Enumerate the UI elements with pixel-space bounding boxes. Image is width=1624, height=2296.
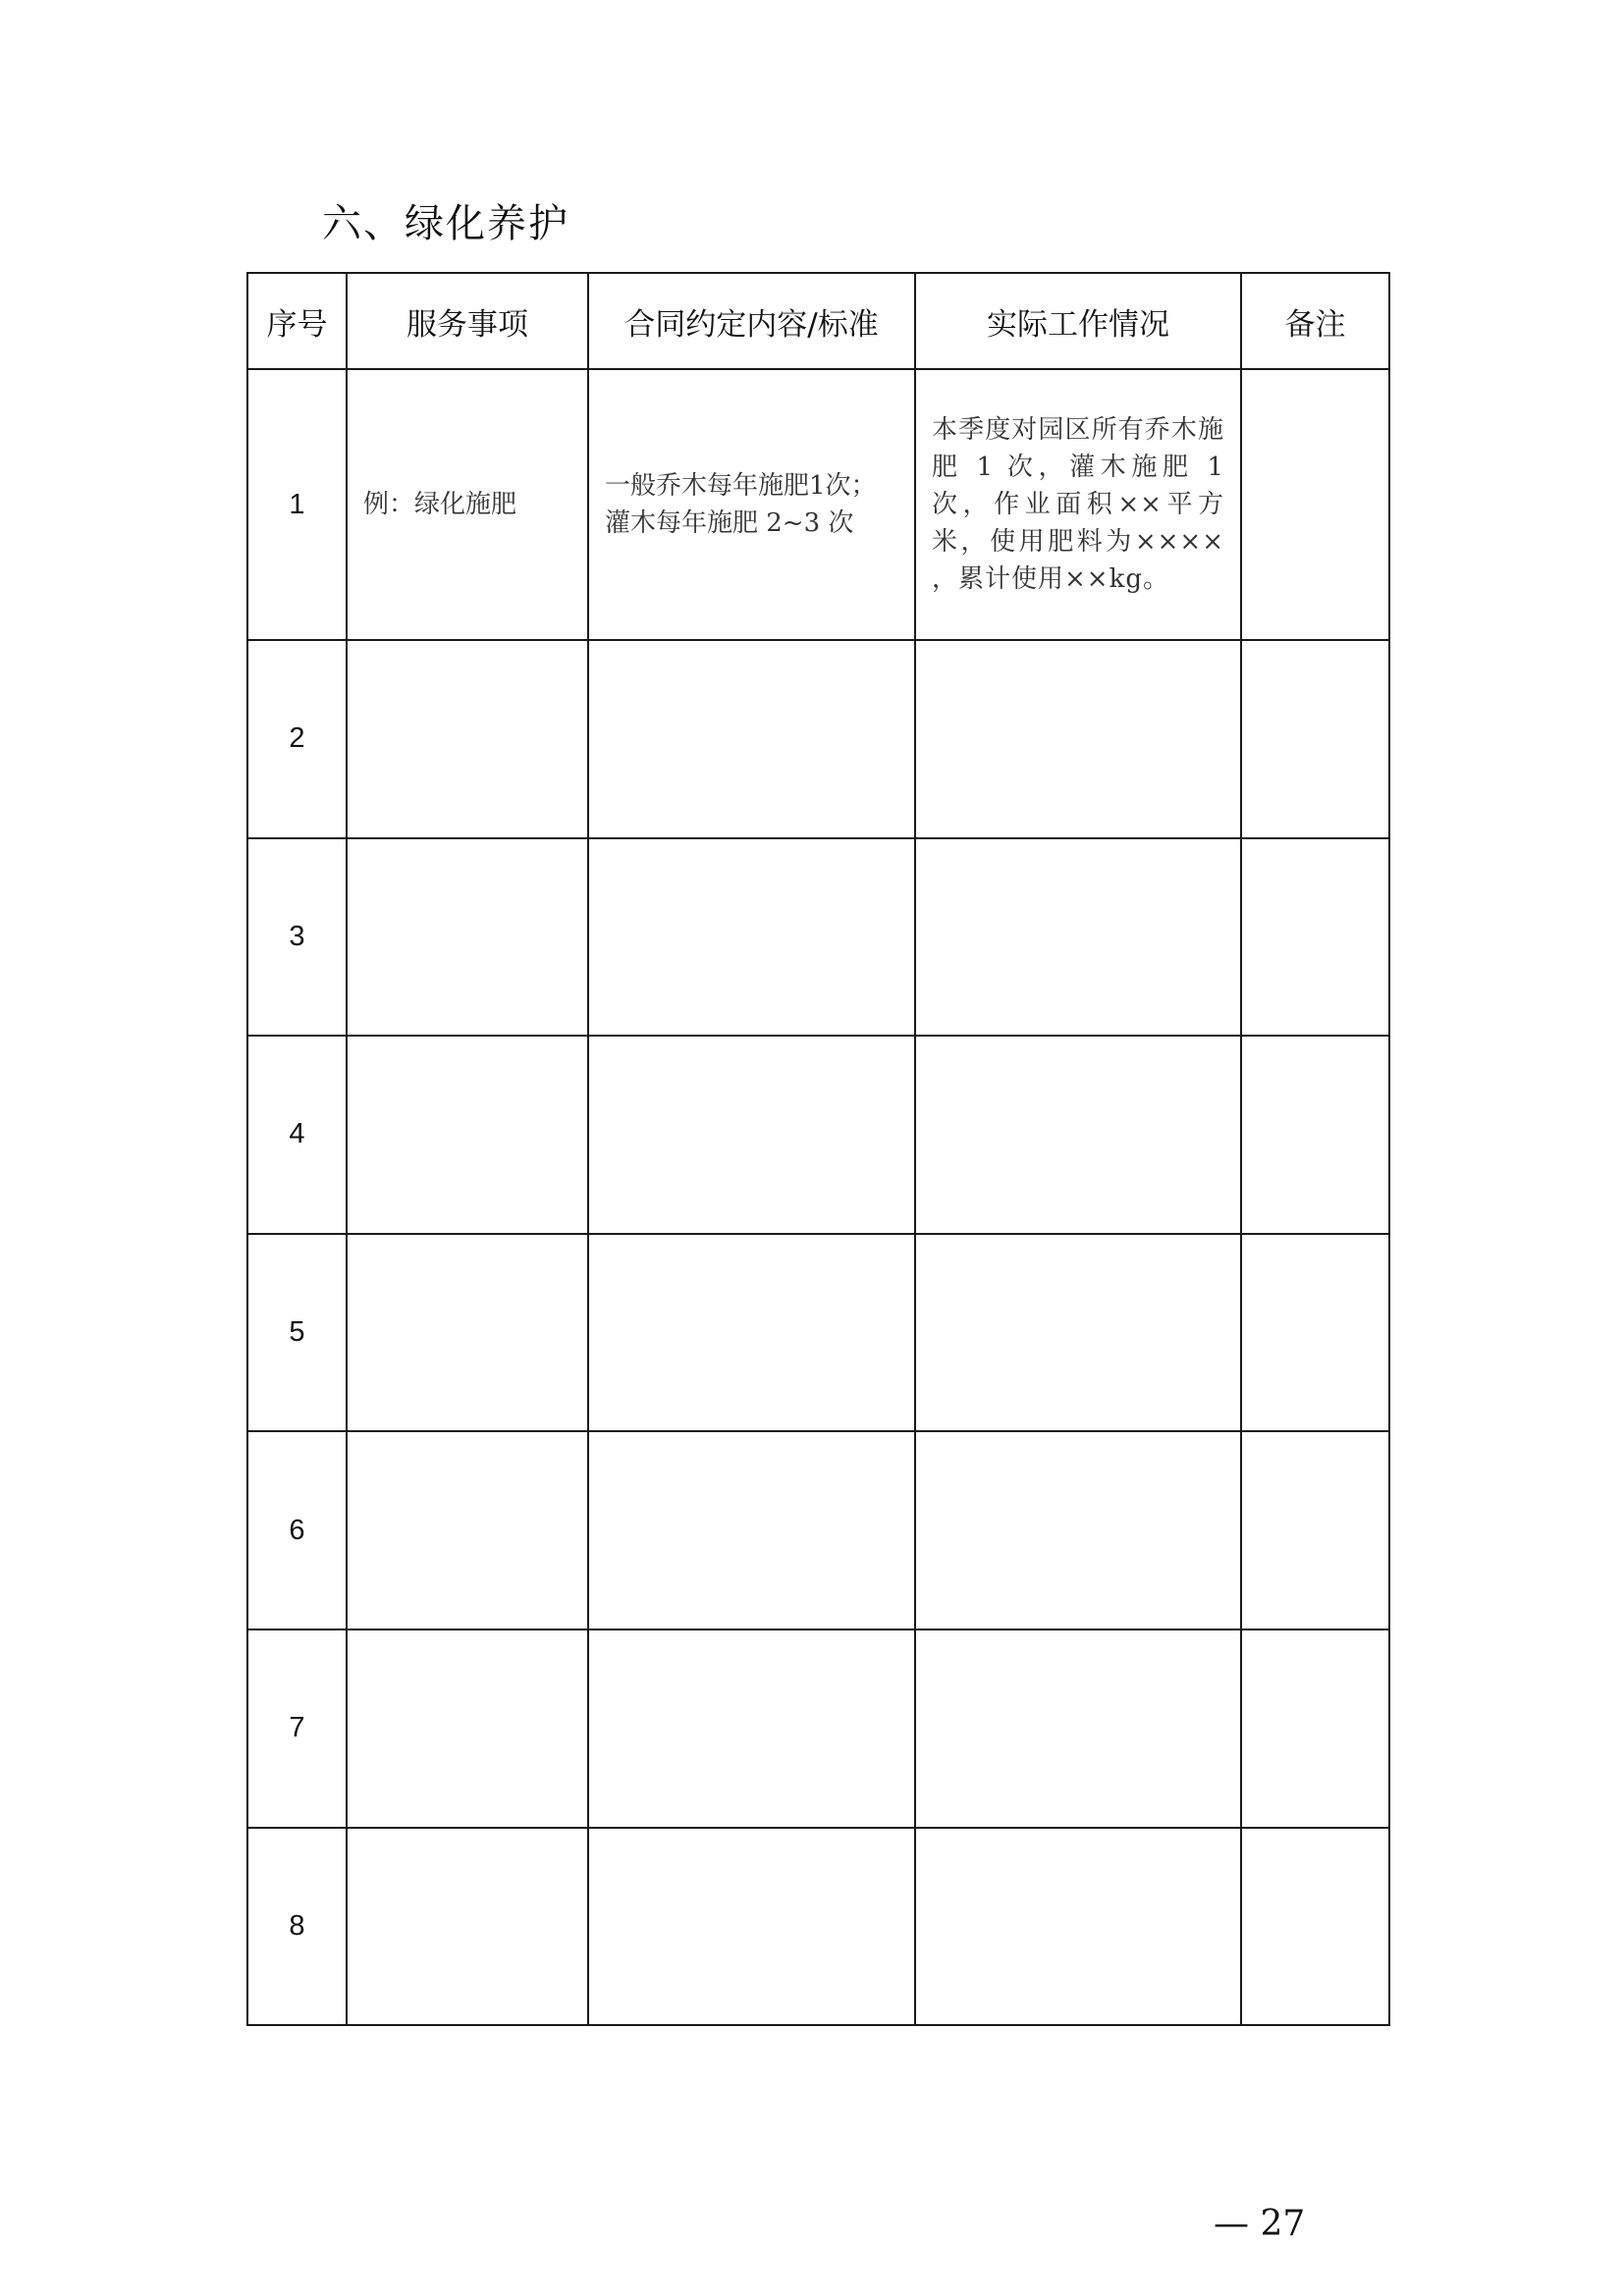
actual-work-cell[interactable]: 本季度对园区所有乔木施肥 1 次，灌木施肥 1 次，作业面积××平方米，使用肥料为×××× ，累计使用××kg。 [915, 369, 1241, 640]
remarks-cell[interactable] [1241, 1234, 1389, 1432]
table-row [247, 1629, 1389, 1828]
page-number: — 27 [1214, 2204, 1306, 2244]
contract-standard-cell[interactable] [588, 1828, 915, 2026]
header-serial-number: 序号 [247, 273, 347, 369]
contract-standard-cell[interactable] [588, 640, 915, 838]
remarks-cell[interactable] [1241, 640, 1389, 838]
service-item-cell[interactable] [347, 1036, 588, 1234]
table-row [247, 1036, 1389, 1234]
remarks-cell[interactable] [1241, 1828, 1389, 2026]
row-number: 4 [247, 1036, 347, 1234]
actual-work-cell[interactable] [915, 1431, 1241, 1629]
row-number: 7 [247, 1629, 347, 1828]
header-contract-standard: 合同约定内容/标准 [588, 273, 915, 369]
row-number: 5 [247, 1234, 347, 1432]
greening-maintenance-table [246, 272, 1390, 2026]
row-number: 6 [247, 1431, 347, 1629]
header-remarks: 备注 [1241, 273, 1389, 369]
remarks-cell[interactable] [1241, 1431, 1389, 1629]
row-number: 3 [247, 838, 347, 1037]
row-number: 1 [247, 369, 347, 640]
contract-standard-cell[interactable] [588, 1629, 915, 1828]
contract-standard-cell[interactable] [588, 1036, 915, 1234]
remarks-cell[interactable] [1241, 838, 1389, 1037]
row-number: 8 [247, 1828, 347, 2026]
service-item-cell[interactable] [347, 1828, 588, 2026]
remarks-cell[interactable] [1241, 1629, 1389, 1828]
service-item-cell[interactable] [347, 1629, 588, 1828]
table-row [247, 369, 1389, 640]
contract-standard-cell[interactable] [588, 838, 915, 1037]
contract-standard-cell[interactable] [588, 1431, 915, 1629]
service-item-cell[interactable]: 例：绿化施肥 [347, 369, 588, 640]
remarks-cell[interactable] [1241, 369, 1389, 640]
remarks-cell[interactable] [1241, 1036, 1389, 1234]
header-service-item: 服务事项 [347, 273, 588, 369]
service-item-cell[interactable] [347, 1431, 588, 1629]
actual-work-cell[interactable] [915, 838, 1241, 1037]
actual-work-cell[interactable] [915, 640, 1241, 838]
service-item-cell[interactable] [347, 1234, 588, 1432]
row-number: 2 [247, 640, 347, 838]
contract-standard-cell[interactable] [588, 1234, 915, 1432]
actual-work-cell[interactable] [915, 1629, 1241, 1828]
contract-standard-cell[interactable] [588, 369, 915, 640]
standard-line: 灌木每年施肥 2~3 次 [605, 508, 854, 538]
standard-line: 一般乔木每年施肥1次； [605, 471, 877, 501]
actual-work-cell[interactable] [915, 1036, 1241, 1234]
table-row [247, 838, 1389, 1037]
table-row [247, 1828, 1389, 2026]
service-item-cell[interactable] [347, 838, 588, 1037]
section-title: 六、绿化养护 [322, 201, 569, 246]
table-row [247, 1234, 1389, 1432]
table-header-row [247, 273, 1389, 369]
table-row [247, 1431, 1389, 1629]
service-item-cell[interactable] [347, 640, 588, 838]
table-row [247, 640, 1389, 838]
header-actual-work: 实际工作情况 [915, 273, 1241, 369]
actual-work-cell[interactable] [915, 1828, 1241, 2026]
actual-work-cell[interactable] [915, 1234, 1241, 1432]
